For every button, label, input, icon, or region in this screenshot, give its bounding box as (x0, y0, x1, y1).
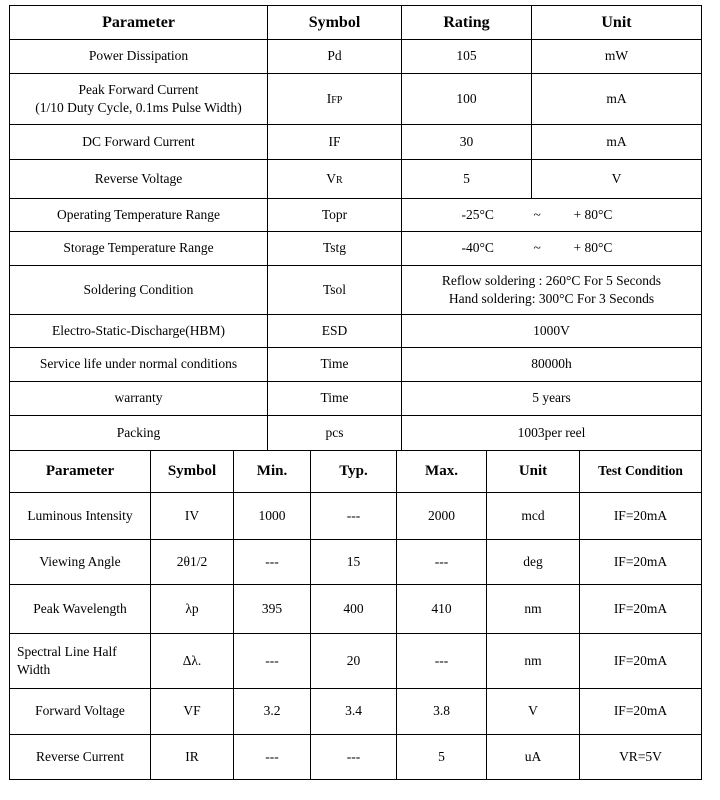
header-max: Max. (397, 451, 487, 493)
cell-value: 5 years (402, 382, 702, 416)
cell-rating: 30 (402, 125, 532, 160)
soldering-line-2: Hand soldering: 300°C For 3 Seconds (448, 291, 655, 306)
cell-parameter: Power Dissipation (10, 40, 268, 74)
cell-min: --- (234, 634, 311, 689)
cell-symbol: 2θ1/2 (151, 540, 234, 585)
cell-rating: 5 (402, 160, 532, 199)
cell-symbol: Topr (268, 199, 402, 232)
cell-unit: V (532, 160, 702, 199)
range-max: + 80°C (573, 240, 613, 256)
cell-parameter: Luminous Intensity (10, 493, 151, 540)
cell-unit: uA (487, 735, 580, 780)
cell-max: 3.8 (397, 689, 487, 735)
cell-max: 2000 (397, 493, 487, 540)
cell-condition: IF=20mA (580, 493, 702, 540)
cell-symbol: Tstg (268, 232, 402, 266)
cell-value: 1003per reel (402, 416, 702, 451)
cell-unit: nm (487, 634, 580, 689)
cell-typ: 3.4 (311, 689, 397, 735)
table-row (10, 416, 702, 451)
table-row (10, 74, 702, 125)
header-min: Min. (234, 451, 311, 493)
absolute-max-ratings-table (9, 5, 702, 451)
cell-typ: 400 (311, 585, 397, 634)
header-parameter: Parameter (10, 6, 268, 40)
table-row (10, 493, 702, 540)
cell-unit: mA (532, 125, 702, 160)
cell-condition: IF=20mA (580, 585, 702, 634)
range-min: -25°C (461, 206, 494, 222)
cell-parameter (10, 634, 151, 689)
cell-parameter: Storage Temperature Range (10, 232, 268, 266)
cell-symbol: Δλ. (151, 634, 234, 689)
cell-temperature-range (402, 232, 702, 266)
cell-typ: 15 (311, 540, 397, 585)
cell-typ: --- (311, 735, 397, 780)
header-rating: Rating (402, 6, 532, 40)
cell-symbol: Time (268, 348, 402, 382)
cell-parameter: Packing (10, 416, 268, 451)
cell-symbol: λp (151, 585, 234, 634)
header-typ: Typ. (311, 451, 397, 493)
cell-max: 410 (397, 585, 487, 634)
cell-parameter: DC Forward Current (10, 125, 268, 160)
cell-unit: deg (487, 540, 580, 585)
cell-parameter: Reverse Current (10, 735, 151, 780)
cell-parameter: Electro-Static-Discharge(HBM) (10, 315, 268, 348)
cell-symbol: Pd (268, 40, 402, 74)
cell-symbol (268, 160, 402, 199)
cell-symbol: IV (151, 493, 234, 540)
cell-min: 1000 (234, 493, 311, 540)
parameter-line-1: Spectral Line Half (17, 643, 117, 659)
cell-temperature-range (402, 199, 702, 232)
range-min: -40°C (461, 240, 494, 256)
symbol-main: I (326, 90, 332, 106)
table-header-row (10, 451, 702, 493)
symbol-subscript: FP (331, 94, 343, 106)
cell-unit: nm (487, 585, 580, 634)
cell-symbol: VF (151, 689, 234, 735)
table-row (10, 634, 702, 689)
cell-parameter: warranty (10, 382, 268, 416)
cell-max: --- (397, 540, 487, 585)
range-separator: ~ (533, 206, 541, 222)
cell-min: --- (234, 540, 311, 585)
header-symbol: Symbol (151, 451, 234, 493)
cell-parameter: Service life under normal conditions (10, 348, 268, 382)
range-max: + 80°C (573, 206, 613, 222)
table-row (10, 735, 702, 780)
cell-soldering-condition (402, 266, 702, 315)
cell-parameter: Forward Voltage (10, 689, 151, 735)
cell-min: --- (234, 735, 311, 780)
table-row (10, 125, 702, 160)
table-row (10, 585, 702, 634)
cell-parameter: Operating Temperature Range (10, 199, 268, 232)
header-unit: Unit (487, 451, 580, 493)
header-parameter: Parameter (10, 451, 151, 493)
cell-unit: mA (532, 74, 702, 125)
header-test-condition: Test Condition (580, 451, 702, 493)
cell-symbol: ESD (268, 315, 402, 348)
cell-unit: mW (532, 40, 702, 74)
cell-parameter: Viewing Angle (10, 540, 151, 585)
cell-parameter: Reverse Voltage (10, 160, 268, 199)
symbol-main: V (326, 170, 337, 186)
table-header-row (10, 6, 702, 40)
range-separator: ~ (533, 240, 541, 256)
table-row (10, 232, 702, 266)
cell-symbol: pcs (268, 416, 402, 451)
table-row (10, 266, 702, 315)
parameter-line-1: Peak Forward Current (78, 81, 199, 97)
electrical-characteristics-table (9, 450, 702, 780)
table-row (10, 348, 702, 382)
soldering-line-1: Reflow soldering : 260°C For 5 Seconds (441, 272, 662, 288)
cell-rating: 100 (402, 74, 532, 125)
table-row (10, 160, 702, 199)
cell-parameter: Soldering Condition (10, 266, 268, 315)
symbol-subscript: R (336, 174, 343, 186)
table-row (10, 40, 702, 74)
cell-value: 80000h (402, 348, 702, 382)
cell-condition: IF=20mA (580, 540, 702, 585)
cell-typ: 20 (311, 634, 397, 689)
cell-condition: VR=5V (580, 735, 702, 780)
cell-min: 3.2 (234, 689, 311, 735)
cell-symbol: Time (268, 382, 402, 416)
cell-symbol: Tsol (268, 266, 402, 315)
table-row (10, 315, 702, 348)
cell-value: 1000V (402, 315, 702, 348)
table-row (10, 382, 702, 416)
table-row (10, 199, 702, 232)
cell-symbol: IR (151, 735, 234, 780)
table-row (10, 689, 702, 735)
cell-condition: IF=20mA (580, 689, 702, 735)
cell-parameter (10, 74, 268, 125)
cell-typ: --- (311, 493, 397, 540)
cell-max: 5 (397, 735, 487, 780)
cell-unit: mcd (487, 493, 580, 540)
cell-rating: 105 (402, 40, 532, 74)
cell-max: --- (397, 634, 487, 689)
parameter-line-2: (1/10 Duty Cycle, 0.1ms Pulse Width) (35, 100, 242, 115)
header-unit: Unit (532, 6, 702, 40)
cell-min: 395 (234, 585, 311, 634)
header-symbol: Symbol (268, 6, 402, 40)
parameter-line-2: Width (17, 662, 51, 677)
table-row (10, 540, 702, 585)
cell-symbol (268, 74, 402, 125)
cell-condition: IF=20mA (580, 634, 702, 689)
cell-symbol: IF (268, 125, 402, 160)
cell-parameter: Peak Wavelength (10, 585, 151, 634)
cell-unit: V (487, 689, 580, 735)
